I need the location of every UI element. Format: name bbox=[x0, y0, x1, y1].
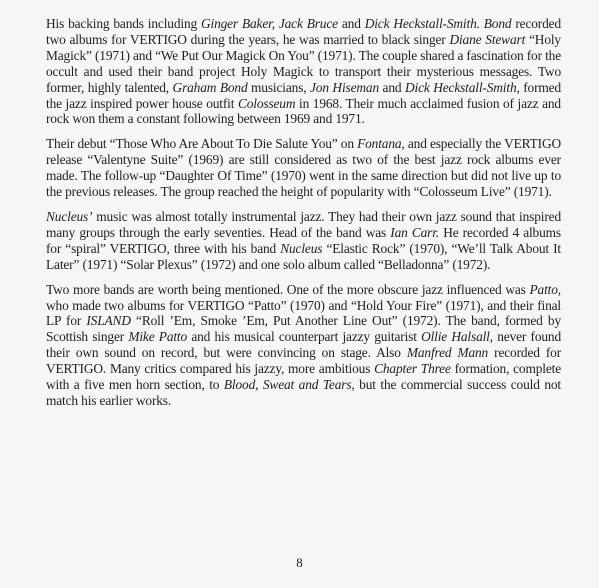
body-text bbox=[46, 16, 561, 418]
text-run: “Holy Magick” (1971) and “We Put Our Magick On You” (1971). The couple shared a fascination for the occult and used their band project Holy Magick to transport their mysterious messages. Two former, highly talented, bbox=[46, 31, 561, 95]
italic-name: Chapter Three bbox=[374, 361, 451, 377]
italic-name: Graham Bond bbox=[172, 79, 248, 95]
text-run: Two more bands are worth being mentioned. One of the more obscure jazz influenced was bbox=[46, 281, 530, 297]
italic-name: Mike Patto bbox=[128, 329, 188, 345]
italic-name: Patto, bbox=[529, 281, 561, 297]
text-run: formed the jazz inspired power house outfit bbox=[46, 79, 562, 111]
text-run: who made two albums for VERTIGO “Patto” (1970) and “Hold Your Fire” (1971), and their final LP for bbox=[46, 297, 561, 329]
text-run: and especially the VERTIGO release “Valentyne Suite” (1969) are still considered as two of the best jazz rock albums ever made. The follow-up “Daughter Of Time” (1970) went in the same direction but did not live up to the previous releases. The group reached the height of popularity with “Colosseum Live” (1971). bbox=[46, 136, 561, 200]
italic-name: Manfred Mann bbox=[406, 345, 489, 361]
text-run: and bbox=[379, 79, 405, 95]
text-run: “Roll ’Em, Smoke ’Em, Put Another Line Out” (1972). The band, formed by Scottish singer bbox=[46, 313, 561, 345]
text-run: “Elastic Rock” (1970), “We’ll Talk About It Later” (1971) “Solar Plexus” (1972) and one solo album called “Belladonna” (1972). bbox=[46, 240, 561, 272]
text-run: He recorded 4 albums for “spiral” VERTIGO, three with his band bbox=[46, 224, 561, 256]
italic-name: Fontana, bbox=[357, 136, 405, 152]
italic-name: Ian Carr. bbox=[390, 224, 440, 240]
italic-name: Ollie Halsall, bbox=[421, 329, 493, 345]
text-run: in 1968. Their much acclaimed fusion of jazz and rock won them a constant following between 1969 and 1971. bbox=[46, 95, 561, 127]
paragraph-3 bbox=[46, 209, 561, 273]
italic-name: Diane Stewart bbox=[449, 31, 526, 47]
text-run: recorded for VERTIGO. Many critics compared his jazzy, more ambitious bbox=[46, 345, 562, 377]
paragraph-4 bbox=[46, 282, 561, 409]
italic-name: ISLAND bbox=[86, 313, 131, 329]
text-run: music was almost totally instrumental jazz. They had their own jazz sound that inspired many groups through the early seventies. Head of the band was bbox=[46, 208, 561, 240]
text-run: but the commercial success could not match his earlier works. bbox=[46, 377, 561, 408]
italic-name: Jon Hiseman bbox=[310, 79, 379, 95]
text-run: and his musical counterpart jazzy guitarist bbox=[187, 329, 422, 345]
italic-name: Colosseum bbox=[237, 95, 296, 111]
text-run: never found their own sound on record, but were convincing on stage. Also bbox=[46, 329, 561, 361]
italic-name: Nucleus’ bbox=[46, 208, 93, 224]
text-run: and bbox=[337, 16, 365, 31]
italic-name: Blood, Sweat and Tears, bbox=[223, 377, 355, 393]
text-run: Their debut “Those Who Are About To Die Salute You” on bbox=[46, 136, 358, 152]
page-number: 8 bbox=[296, 555, 303, 570]
text-run: recorded two albums for VERTIGO during the years, he was married to black singer bbox=[46, 16, 561, 47]
text-run: musicians, bbox=[247, 79, 310, 95]
italic-name: Dick Heckstall-Smith. Bond bbox=[364, 16, 512, 31]
paragraph-1 bbox=[46, 16, 561, 127]
italic-name: Nucleus bbox=[280, 240, 323, 256]
italic-name: Dick Heckstall-Smith, bbox=[404, 79, 520, 95]
text-run: His backing bands including bbox=[46, 16, 201, 31]
italic-name: Ginger Baker, Jack Bruce bbox=[200, 16, 338, 31]
paragraph-2 bbox=[46, 136, 561, 200]
text-run: formation, complete with a five men horn section, to bbox=[46, 361, 561, 393]
